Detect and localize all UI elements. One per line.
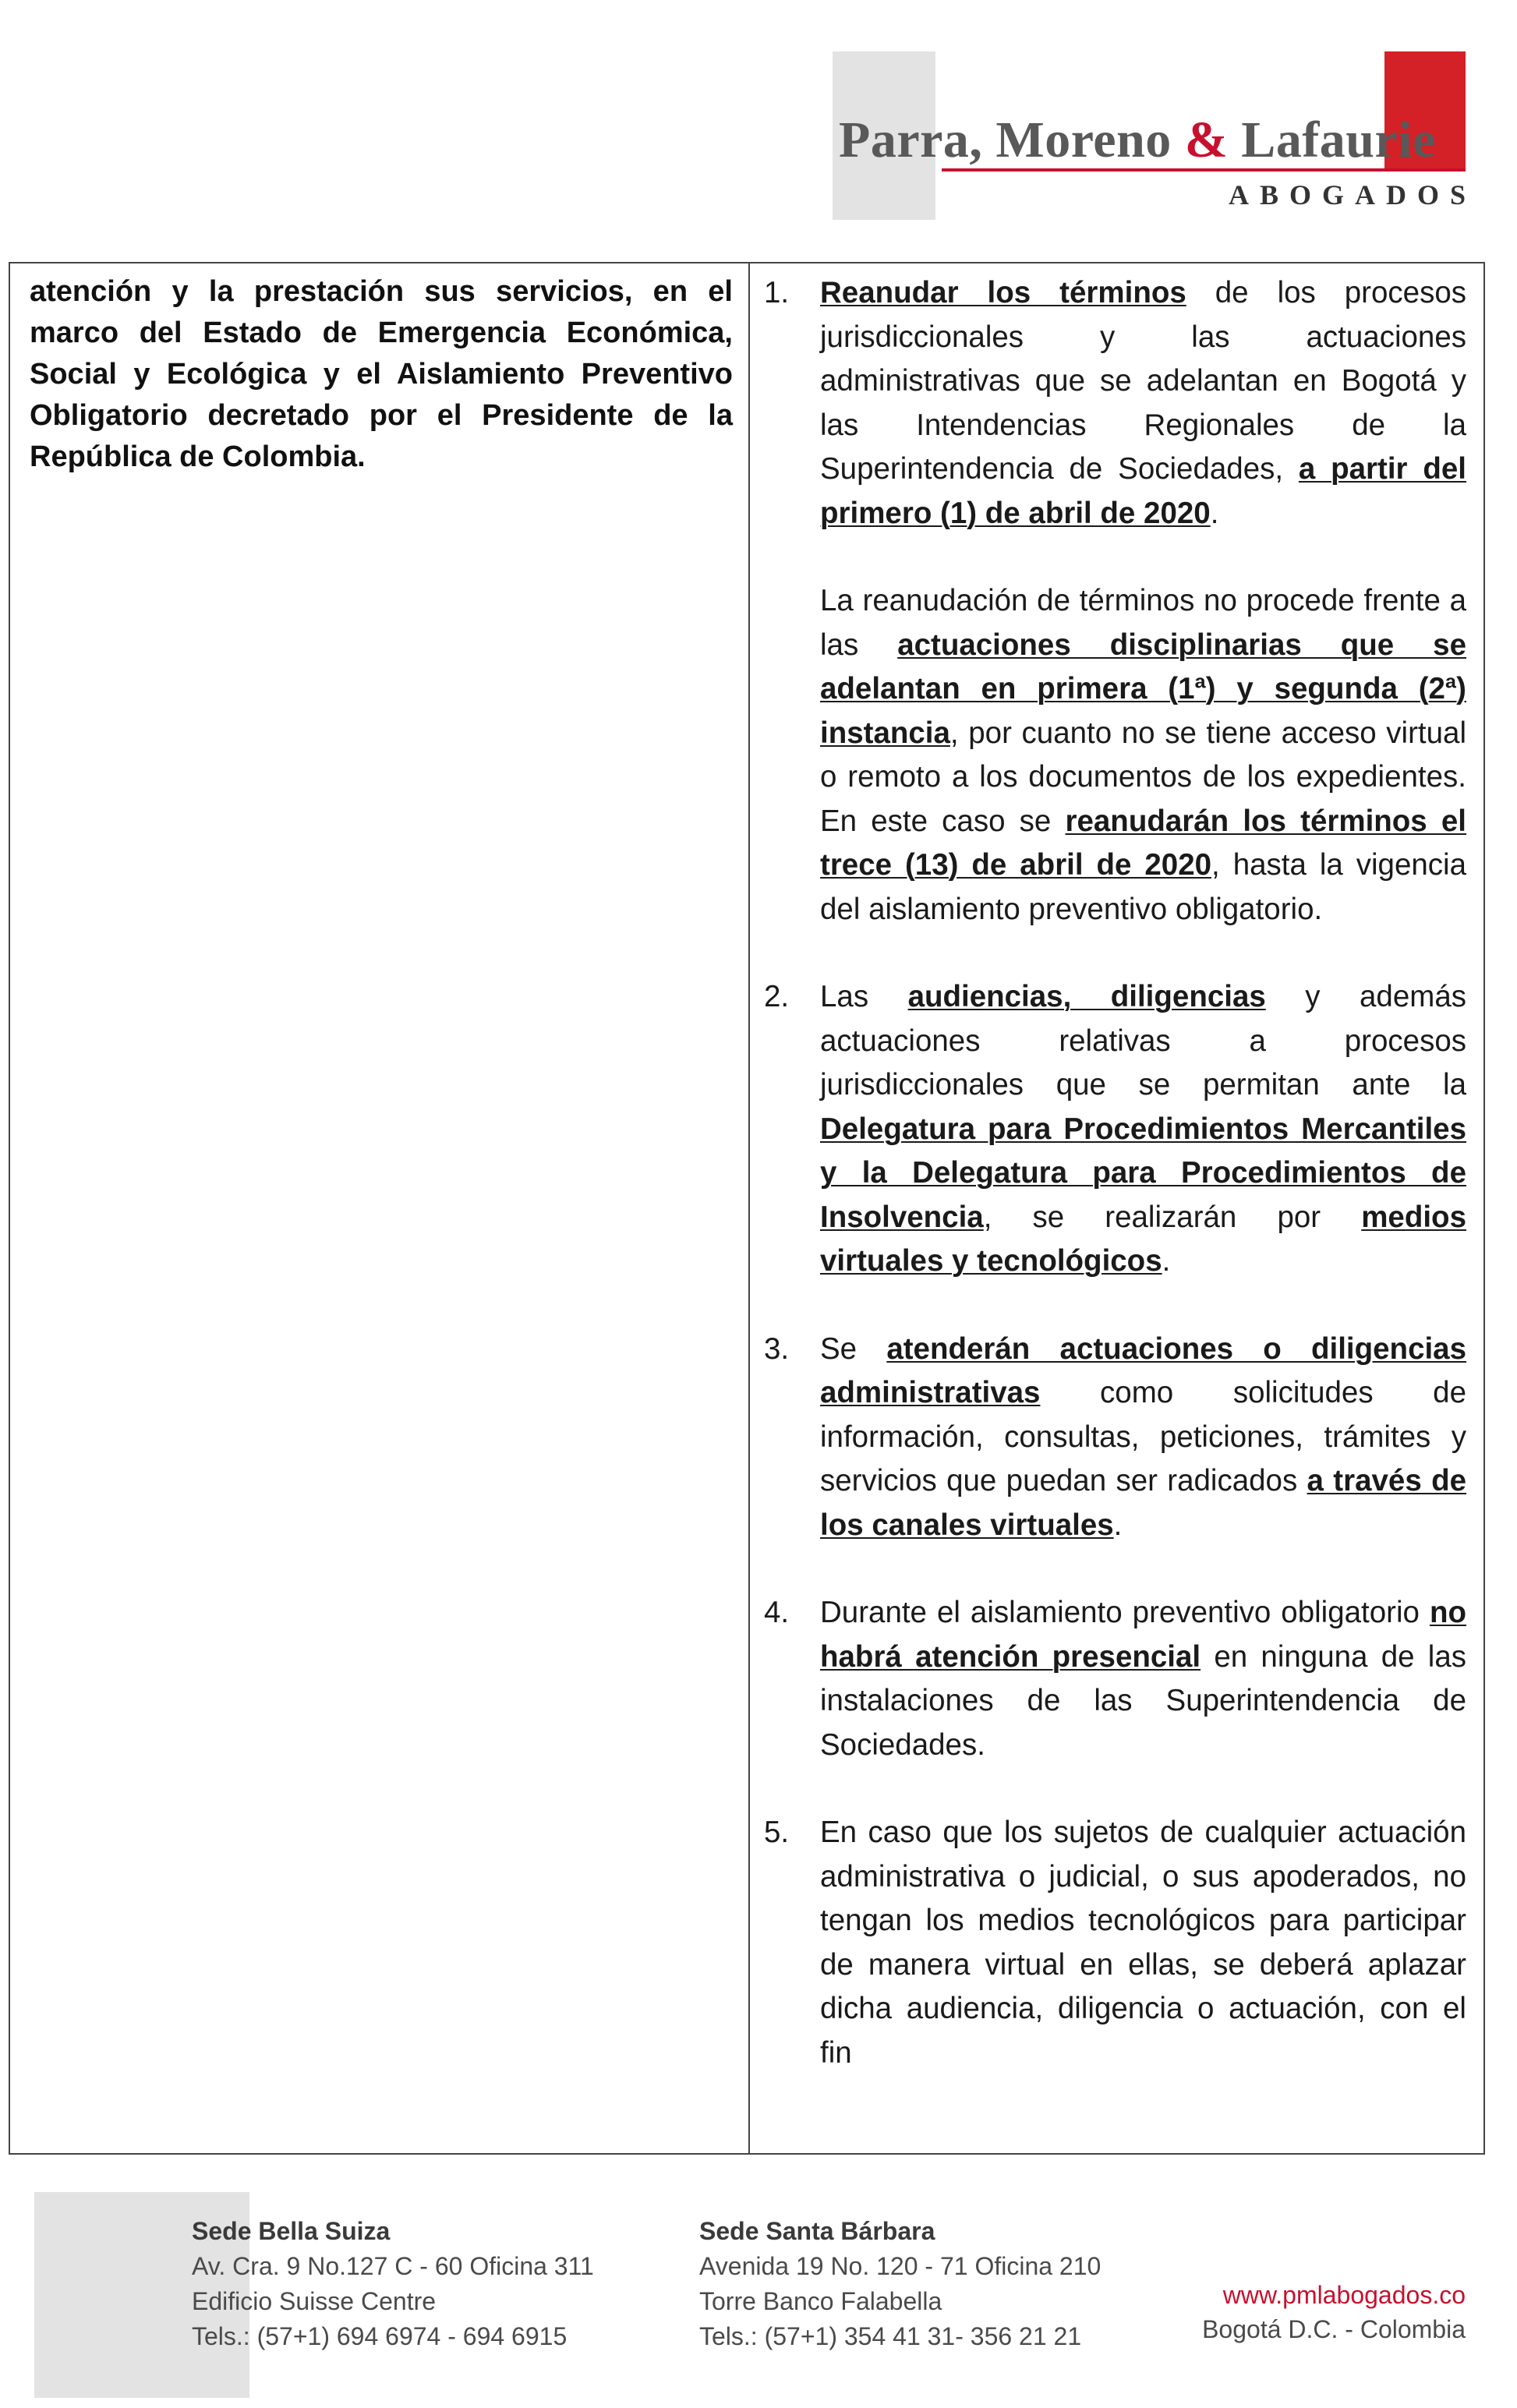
office-phones: Tels.: (57+1) 694 6974 - 694 6915 <box>192 2322 568 2350</box>
office-heading: Sede Santa Bárbara <box>699 2217 935 2245</box>
emphasized-text: audiencias, diligencias <box>907 980 1266 1013</box>
body-text: Se <box>820 1331 887 1366</box>
list-item-body <box>820 1591 1466 1767</box>
office-phones: Tels.: (57+1) 354 41 31- 356 21 21 <box>699 2322 1082 2350</box>
list-item-number: 4. <box>764 1596 790 1629</box>
office-address: Av. Cra. 9 No.127 C - 60 Oficina 311 <box>192 2252 594 2280</box>
emphasized-text: a través de los canales virtuales <box>820 1464 1467 1542</box>
office-building: Torre Banco Falabella <box>699 2287 942 2315</box>
emphasized-text: Reanudar los términos <box>820 276 1186 309</box>
body-text: . <box>1210 496 1219 530</box>
emphasized-text: Delegatura para Procedimientos Mercantiles y la Delegatura para Procedimientos de Insolvencia <box>820 1112 1466 1234</box>
body-text: Durante el aislamiento preventivo obligatorio <box>820 1596 1430 1629</box>
list-item <box>764 975 1466 1284</box>
list-item <box>764 1591 1466 1767</box>
list-item-paragraph <box>820 1591 1466 1767</box>
list-item-paragraph <box>820 1811 1466 2075</box>
list-item-paragraph <box>820 579 1466 932</box>
list-item-number: 2. <box>764 980 790 1013</box>
left-column-text: atención y la prestación sus servicios, en el marco del Estado de Emergencia Económica, Social y Ecológica y el Aislamiento Preventivo Obligatorio decretado por el Presidente de la República de Colombia. <box>30 275 733 473</box>
body-text: . <box>1113 1508 1123 1542</box>
emphasized-text: reanudarán los términos el trece (13) de abril de 2020 <box>820 804 1466 882</box>
body-text: de los procesos jurisdiccionales y las actuaciones administrativas que se adelantan en Bogotá y las Intendencias Regionales de la Superintendencia de Sociedades, <box>820 276 1466 486</box>
emphasized-text: atenderán actuaciones o diligencias administrativas <box>820 1331 1466 1409</box>
list-item-number: 1. <box>764 276 790 309</box>
list-item <box>764 271 1466 932</box>
body-text: Las <box>820 980 908 1013</box>
content-table <box>9 262 1485 2155</box>
office-building: Edificio Suisse Centre <box>192 2287 437 2315</box>
table-right-column <box>750 263 1483 2153</box>
footer-contact <box>1202 2278 1466 2346</box>
body-text: y además actuaciones relativas a procesos jurisdiccionales que se permitan ante la <box>820 980 1466 1101</box>
table-left-column <box>10 263 750 2153</box>
firm-logo <box>833 51 1476 220</box>
list-item-body <box>820 975 1466 1284</box>
office-bella-suiza <box>192 2214 594 2354</box>
body-text: como solicitudes de información, consultas, peticiones, trámites y servicios que puedan ser radicados <box>820 1376 1466 1497</box>
body-text: La reanudación de términos no procede frente a las <box>820 584 1466 662</box>
body-text: . <box>1162 1244 1171 1278</box>
website-link[interactable]: www.pmlabogados.co <box>1222 2281 1466 2309</box>
body-text: , hasta la vigencia del aislamiento preventivo obligatorio. <box>820 848 1466 926</box>
list-item-body <box>820 1811 1466 2075</box>
list-item-paragraph <box>820 1328 1466 1548</box>
office-address: Avenida 19 No. 120 - 71 Oficina 210 <box>699 2252 1102 2280</box>
list-item-body <box>820 1328 1466 1548</box>
office-heading: Sede Bella Suiza <box>192 2217 391 2245</box>
list-item-paragraph <box>820 975 1466 1284</box>
emphasized-text: actuaciones disciplinarias que se adelantan en primera (1ª) y segunda (2ª) instancia <box>820 628 1466 750</box>
emphasized-text: medios virtuales y tecnológicos <box>820 1200 1466 1278</box>
list-item-paragraph <box>820 271 1466 536</box>
emphasized-text: a partir del primero (1) de abril de 2020 <box>820 452 1466 530</box>
body-text: , se realizarán por <box>983 1200 1362 1234</box>
emphasized-text: no habrá atención presencial <box>820 1596 1466 1674</box>
list-item <box>764 1811 1466 2075</box>
body-text: , por cuanto no se tiene acceso virtual o remoto a los documentos de los expedientes. En este caso se <box>820 716 1466 838</box>
list-item-number: 3. <box>764 1331 790 1366</box>
logo-red-rule <box>942 168 1466 171</box>
body-text: en ninguna de las instalaciones de las Superintendencia de Sociedades. <box>820 1639 1466 1762</box>
list-item <box>764 1328 1466 1548</box>
office-santa-barbara <box>699 2214 1101 2354</box>
list-item-number: 5. <box>764 1816 790 1849</box>
firm-name: Parra, Moreno & Lafaurie <box>839 111 1436 168</box>
body-text: En caso que los sujetos de cualquier actuación administrativa o judicial, o sus apoderados, no tengan los medios tecnológicos para participar de manera virtual en ellas, se deberá aplazar dicha audiencia, diligencia o actuación, con el fin <box>820 1816 1466 2070</box>
list-item-body <box>820 271 1466 932</box>
city-country: Bogotá D.C. - Colombia <box>1202 2315 1466 2343</box>
numbered-list <box>764 271 1466 2075</box>
firm-subtitle: ABOGADOS <box>1228 179 1476 210</box>
